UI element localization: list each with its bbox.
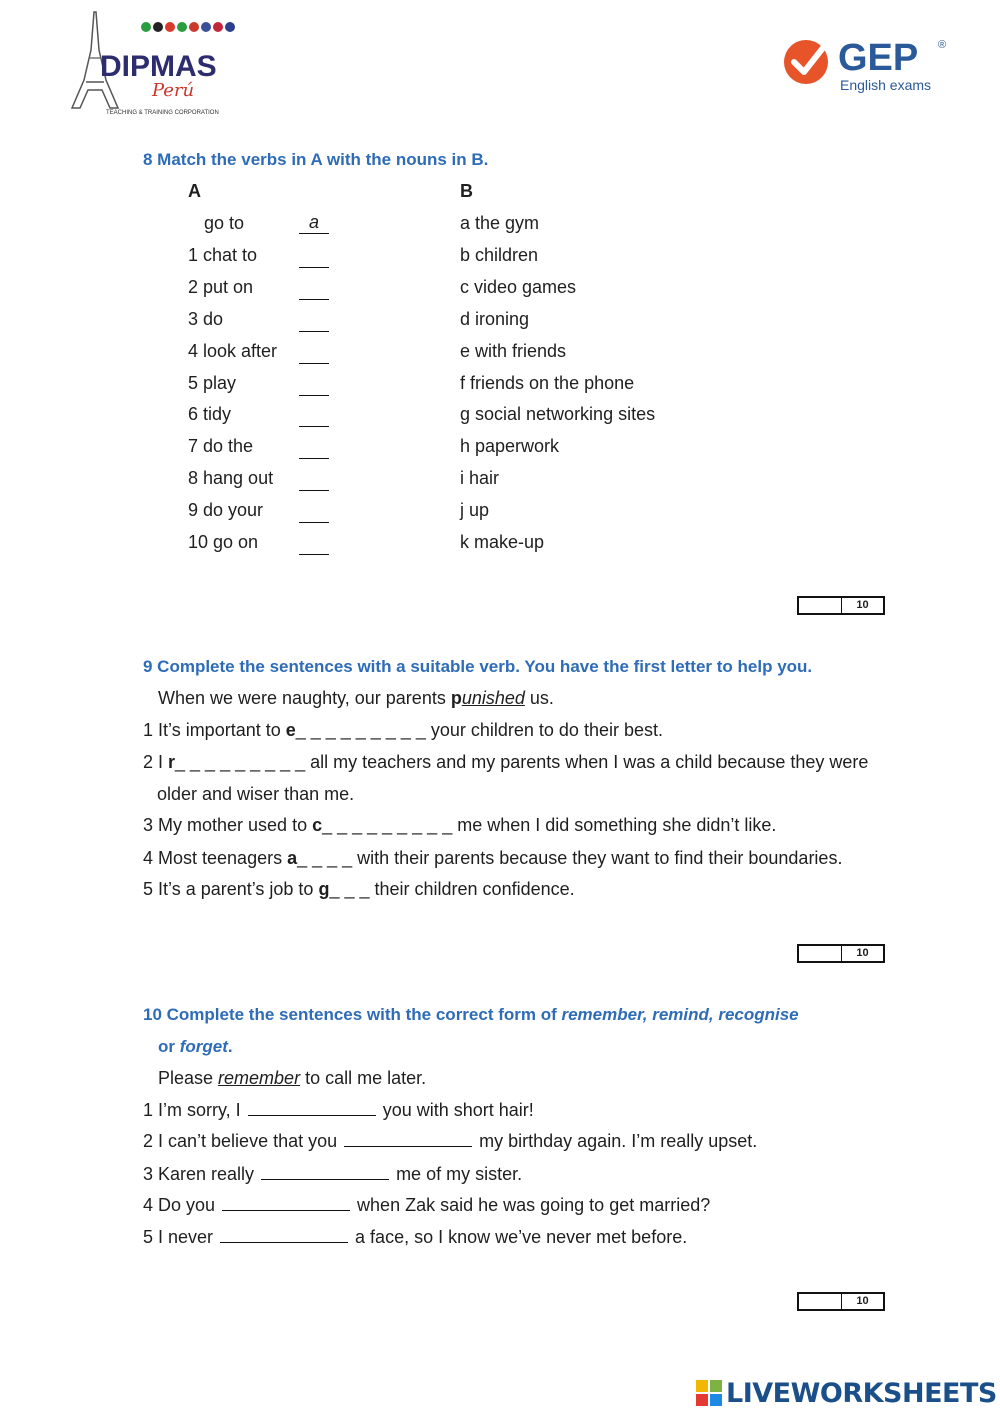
- verb-item: 10 go on: [188, 532, 259, 552]
- sentence-item: 3 Karen really me of my sister.: [143, 1164, 523, 1184]
- answer-input[interactable]: _ _ _ _ _ _ _ _ _: [322, 815, 453, 835]
- answer-input[interactable]: _ _ _: [329, 879, 370, 899]
- score-max: 10: [856, 1295, 869, 1307]
- example-verb: go to: [204, 213, 245, 233]
- verb-item: 2 put on: [188, 277, 254, 297]
- gep-logo: [780, 30, 960, 100]
- gep-subtitle: English exams: [840, 77, 932, 93]
- answer-input[interactable]: [299, 311, 329, 332]
- section9-heading: 9 Complete the sentences with a suitable verb. You have the first letter to help you.: [143, 657, 813, 676]
- example-answer: remember: [218, 1068, 301, 1088]
- score-input[interactable]: [799, 598, 842, 613]
- answer-input[interactable]: [299, 502, 329, 523]
- answer-input[interactable]: [299, 438, 329, 459]
- noun-item: i hair: [460, 468, 500, 488]
- sentence-item: 5 It’s a parent’s job to g_ _ _ their children confidence.: [143, 879, 575, 899]
- sentence-item: 1 I’m sorry, I you with short hair!: [143, 1100, 534, 1120]
- noun-item: h paperwork: [460, 436, 560, 456]
- sentence-item: 3 My mother used to c_ _ _ _ _ _ _ _ _ me when I did something she didn’t like.: [143, 815, 777, 835]
- first-letter: e: [285, 720, 296, 740]
- noun-item: g social networking sites: [460, 404, 656, 424]
- score-input[interactable]: [799, 1294, 842, 1309]
- example-answer: unished: [461, 688, 525, 708]
- first-letter: r: [168, 752, 176, 772]
- example-noun: a the gym: [460, 213, 540, 233]
- liveworksheets-logo: [696, 1376, 997, 1410]
- sentence-item: 2 I can’t believe that you my birthday again. I’m really upset.: [143, 1131, 758, 1151]
- verb-item: 5 play: [188, 373, 237, 393]
- first-letter: c: [312, 815, 323, 835]
- verb-item: 1 chat to: [188, 245, 258, 265]
- section9-example: When we were naughty, our parents punished us.: [158, 688, 554, 708]
- score-max: 10: [856, 599, 869, 611]
- answer-input[interactable]: [299, 406, 329, 427]
- dipmas-logo: [66, 10, 256, 120]
- answer-input[interactable]: [222, 1196, 350, 1211]
- verb-item: 8 hang out: [188, 468, 274, 488]
- noun-item: f friends on the phone: [460, 373, 635, 393]
- sentence-item: 5 I never a face, so I know we’ve never met before.: [143, 1227, 688, 1247]
- answer-input[interactable]: [299, 375, 329, 396]
- noun-item: c video games: [460, 277, 577, 297]
- column-a-header: A: [188, 181, 201, 201]
- answer-input[interactable]: [344, 1132, 472, 1147]
- answer-input[interactable]: _ _ _ _: [297, 848, 353, 868]
- sentence-item: 2 I r_ _ _ _ _ _ _ _ _ all my teachers and my parents when I was a child because they were: [143, 752, 869, 772]
- section8-score-box: [797, 596, 885, 615]
- dipmas-sub-brand: Perú: [152, 80, 195, 101]
- sentence-item: 4 Most teenagers a_ _ _ _ with their parents because they want to find their boundaries.: [143, 848, 843, 868]
- section8-heading: 8 Match the verbs in A with the nouns in B.: [143, 150, 489, 169]
- dipmas-tagline: TEACHING & TRAINING CORPORATION: [106, 110, 219, 116]
- verb-item: 7 do the: [188, 436, 254, 456]
- score-max: 10: [856, 947, 869, 959]
- answer-input[interactable]: _ _ _ _ _ _ _ _ _: [295, 720, 426, 740]
- section10-heading-cont: or forget.: [158, 1037, 233, 1056]
- answer-input[interactable]: [299, 534, 329, 555]
- noun-item: d ironing: [460, 309, 530, 329]
- gep-registered: ®: [938, 39, 947, 51]
- example-answer: a: [299, 213, 329, 234]
- noun-item: e with friends: [460, 341, 567, 361]
- answer-input[interactable]: [299, 247, 329, 268]
- answer-input[interactable]: _ _ _ _ _ _ _ _ _: [175, 752, 306, 772]
- sentence-item: 4 Do you when Zak said he was going to get married?: [143, 1195, 711, 1215]
- verb-item: 9 do your: [188, 500, 264, 520]
- first-letter: a: [287, 848, 298, 868]
- section9-score-box: [797, 944, 885, 963]
- gep-brand: GEP: [838, 37, 919, 79]
- answer-input[interactable]: [220, 1228, 348, 1243]
- sentence-item: 1 It’s important to e_ _ _ _ _ _ _ _ _ your children to do their best.: [143, 720, 663, 740]
- section10-score-box: [797, 1292, 885, 1311]
- liveworksheets-icon: [696, 1380, 722, 1406]
- sentence-continuation: older and wiser than me.: [157, 784, 355, 804]
- answer-input[interactable]: [299, 279, 329, 300]
- verb-item: 6 tidy: [188, 404, 232, 424]
- noun-item: j up: [460, 500, 490, 520]
- liveworksheets-brand: LIVEWORKSHEETS: [726, 1377, 997, 1409]
- verb-item: 4 look after: [188, 341, 278, 361]
- score-input[interactable]: [799, 946, 842, 961]
- noun-item: k make-up: [460, 532, 545, 552]
- verb-item: 3 do: [188, 309, 224, 329]
- section10-example: Please remember to call me later.: [158, 1068, 427, 1088]
- section10-heading: 10 Complete the sentences with the correct form of remember, remind, recognise: [143, 1005, 799, 1024]
- answer-input[interactable]: [299, 470, 329, 491]
- first-letter: g: [318, 879, 330, 899]
- answer-input[interactable]: [261, 1165, 389, 1180]
- dipmas-brand: DIPMAS: [100, 50, 217, 83]
- answer-input[interactable]: [299, 343, 329, 364]
- answer-input[interactable]: [248, 1101, 376, 1116]
- noun-item: b children: [460, 245, 539, 265]
- column-b-header: B: [460, 181, 473, 201]
